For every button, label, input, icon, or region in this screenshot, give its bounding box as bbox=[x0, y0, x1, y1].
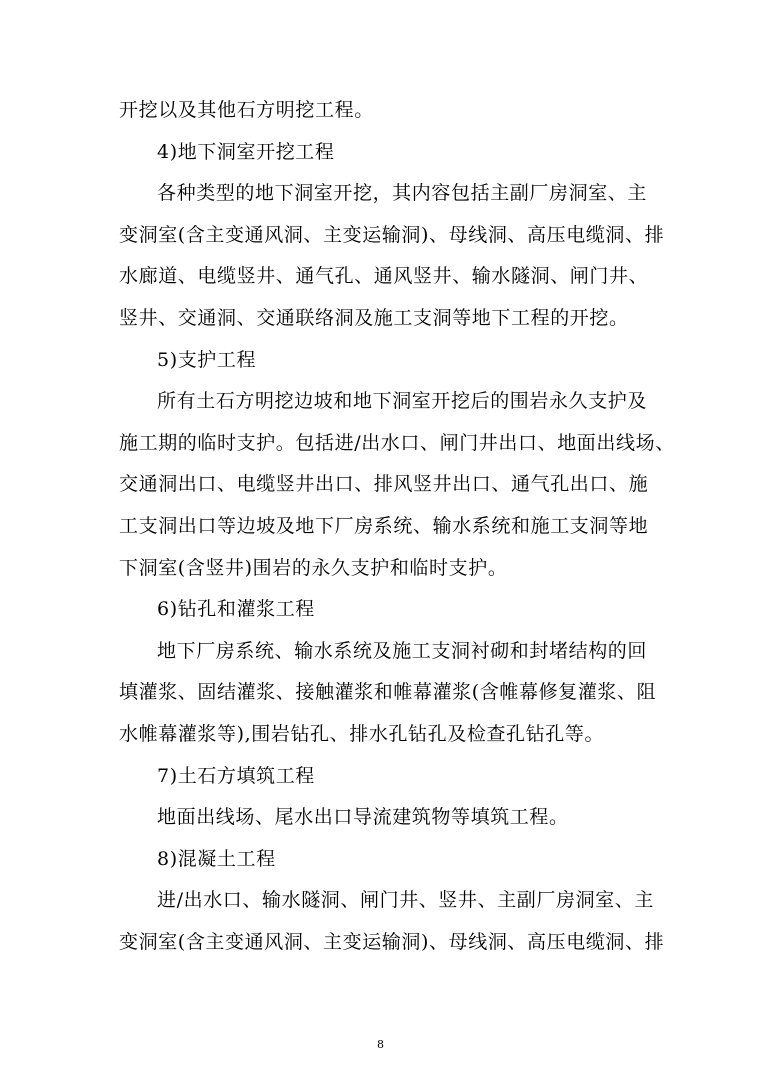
text-line: 5)支护工程 bbox=[157, 348, 257, 371]
text-line: 变洞室(含主变通风洞、主变运输洞)、母线洞、高压电缆洞、排 bbox=[119, 223, 665, 246]
text-line: 交通洞出口、电缆竖井出口、排风竖井出口、通气孔出口、施 bbox=[119, 473, 649, 496]
text-line: 6)钻孔和灌浆工程 bbox=[157, 598, 315, 621]
text-line: 下洞室(含竖井)围岩的永久支护和临时支护。 bbox=[119, 556, 508, 579]
text-line: 8)混凝土工程 bbox=[157, 847, 276, 870]
body-text bbox=[119, 90, 675, 963]
text-line: 4)地下洞室开挖工程 bbox=[157, 140, 335, 163]
text-line: 工支洞出口等边坡及地下厂房系统、输水系统和施工支洞等地 bbox=[119, 514, 649, 537]
text-line: 地面出线场、尾水出口导流建筑物等填筑工程。 bbox=[157, 806, 569, 829]
text-line: 地下厂房系统、输水系统及施工支洞衬砌和封堵结构的回 bbox=[157, 639, 648, 662]
text-line: 施工期的临时支护。包括进/出水口、闸门井出口、地面出线场、 bbox=[119, 431, 675, 454]
text-line: 7)土石方填筑工程 bbox=[157, 764, 315, 787]
text-line: 填灌浆、固结灌浆、接触灌浆和帷幕灌浆(含帷幕修复灌浆、阻 bbox=[119, 681, 657, 704]
text-line: 变洞室(含主变通风洞、主变运输洞)、母线洞、高压电缆洞、排 bbox=[119, 930, 665, 953]
text-line: 开挖以及其他石方明挖工程。 bbox=[119, 99, 374, 121]
text-line: 所有土石方明挖边坡和地下洞室开挖后的围岩永久支护及 bbox=[157, 390, 648, 413]
text-line: 竖井、交通洞、交通联络洞及施工支洞等地下工程的开挖。 bbox=[119, 306, 629, 329]
text-line: 进/出水口、输水隧洞、闸门井、竖井、主副厂房洞室、主 bbox=[157, 889, 655, 912]
text-line: 水廊道、电缆竖井、通气孔、通风竖井、输水隧洞、闸门井、 bbox=[119, 265, 649, 288]
text-line: 各种类型的地下洞室开挖，其内容包括主副厂房洞室、主 bbox=[157, 182, 648, 205]
page-number: 8 bbox=[377, 1038, 384, 1051]
text-line: 水帷幕灌浆等),围岩钻孔、排水孔钻孔及检查孔钻孔等。 bbox=[119, 722, 605, 745]
